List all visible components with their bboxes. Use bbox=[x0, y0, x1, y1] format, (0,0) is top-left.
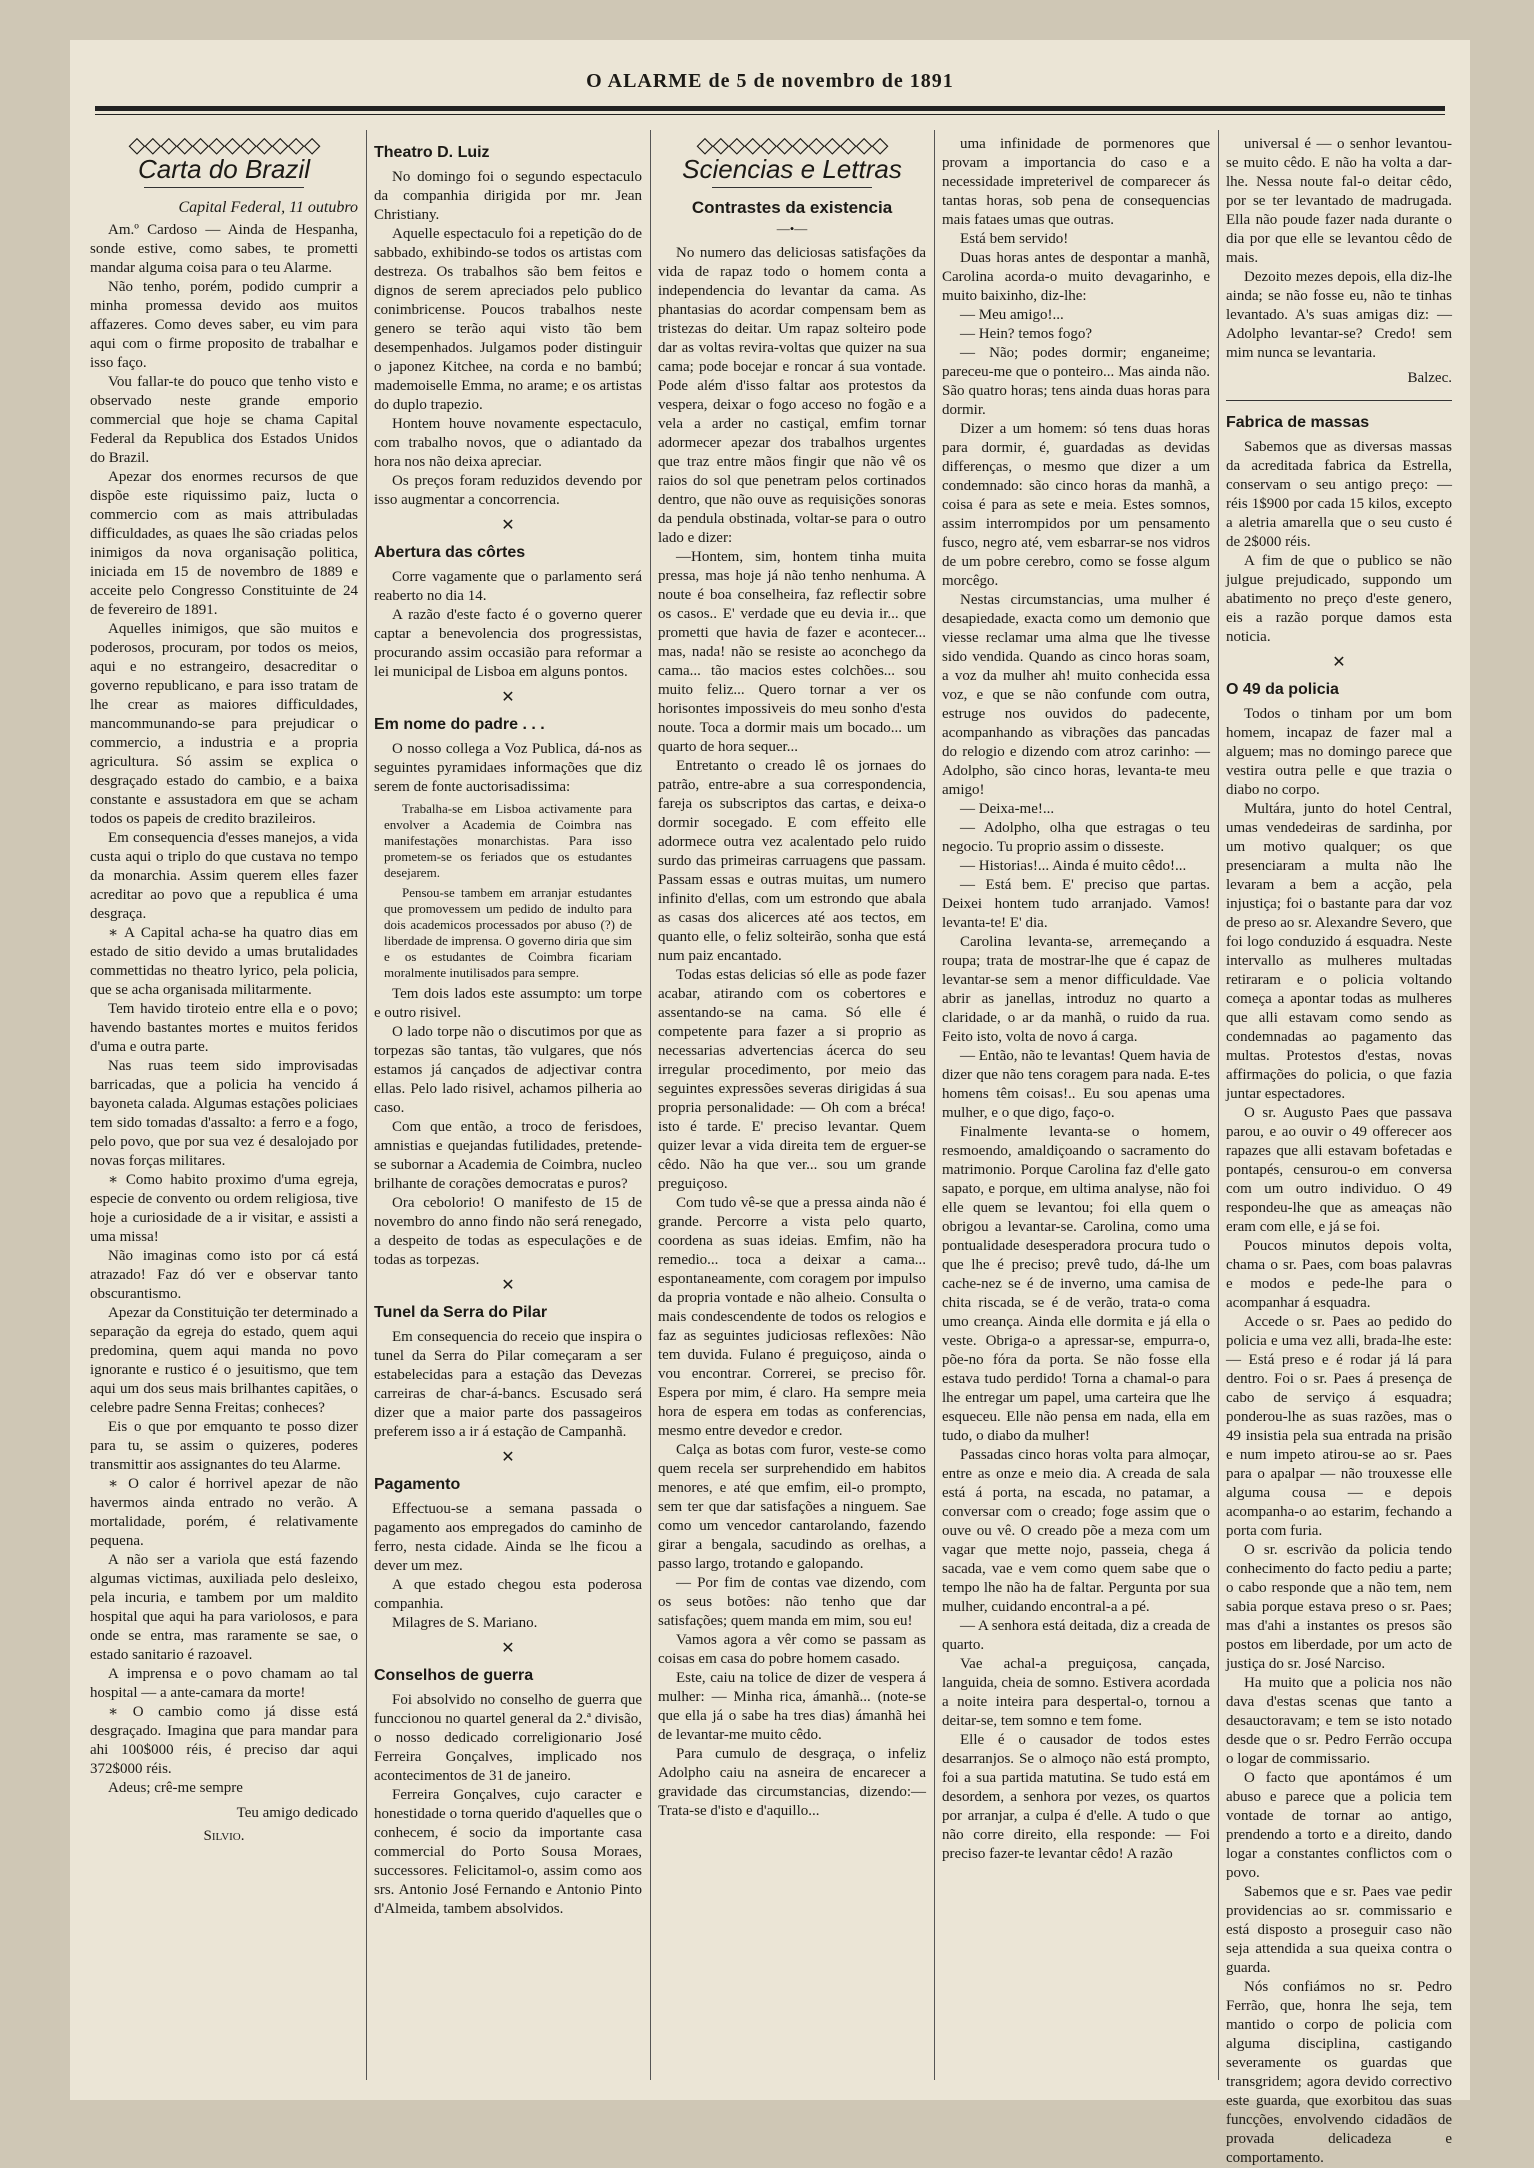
paragraph: Duas horas antes de despontar a manhã, Carolina acorda-o muito devagarinho, e muito baixinho, diz-lhe: bbox=[942, 250, 1214, 304]
paragraph: — Hein? temos fogo? bbox=[960, 326, 1093, 342]
masthead: O ALARME de 5 de novembro de 1891 bbox=[586, 70, 954, 92]
paragraph: — Então, não te levantas! Quem havia de dizer que não tens coragem para nada. E-tes homens têm coisas!.. Eu sou apenas uma mulher, e o que digo, faço-o. bbox=[942, 1048, 1214, 1121]
paragraph: —Hontem, sim, hontem tinha muita pressa, mas hoje já não tenho nenhuma. A noute é boa conselheira, faz reflectir sobre os casos.. E' verdade que eu devia ir... que prometti que havia de fazer e acontecer... mas, nada! não se resiste ao aconchego da cama... tão macios estes colchões... sou muito feliz... Quero tornar a ver os horisontes impossiveis do meu sonho d'esta noute. Toca a dormir mais um bocado... um quarto de hora sequer... bbox=[658, 549, 930, 755]
paragraph: Não imaginas como isto por cá está atrazado! Faz dó ver e observar tanto obscurantismo. bbox=[90, 1248, 362, 1302]
paragraph: Nós confiámos no sr. Pedro Ferrão, que, honra lhe seja, tem mantido o corpo de policia com alguma disciplina, castigando severamente os guardas que transgridem; agora devido correctivo este guarda, que exorbitou das suas funcções, envolvendo cidadãos de provada delicadeza e comportamento. bbox=[1226, 1979, 1456, 2166]
dateline: Capital Federal, 11 outubro bbox=[178, 199, 358, 216]
paragraph: No numero das deliciosas satisfações da vida de rapaz todo o homem conta a independencia do levantar da cama. As phantasias do acordar compensam bem as tristezas do deitar. Um rapaz solteiro pode dar as voltas revira-voltas que quizer na sua cama; pode bocejar e roncar á sua vontade. Pode além d'isso faltar aos protestos da vespera, deixar o fogo acceso no fogão e a vela a arder no castiçal, emfim tornar adormecer apezar dos trabalhos urgentes que traz entre mãos fingir que não vê os raios do sol que penetram pelos cortinados dentro, que não ouve as requisições sonoras da pendula obstinada, voltar-se para o outro lado e dizer: bbox=[658, 245, 930, 546]
title-rule bbox=[144, 187, 305, 188]
paragraph: O lado torpe não o discutimos por que as torpezas são tantas, tão vulgares, que nós estamos já cançados de adjectivar contra ellas. Pelo lado risivel, achamos pilheria ao caso. bbox=[374, 1024, 646, 1116]
section-separator: ✕ bbox=[501, 1277, 515, 1294]
column-divider bbox=[1218, 130, 1219, 2080]
section-separator: ✕ bbox=[501, 517, 515, 534]
paragraph: Todas estas delicias só elle as pode fazer acabar, atirando com os cobertores e assentando-se na cama. Só elle é competente para fazer a si proprio as necessarias advertencias ácerca do seu irregular procedimento, por meio das seguintes expressões severas dirigidas á sua propria personalidade: — Oh com a bréca! isto é tarde. E' preciso levantar. Quem quizer levar a vida direita tem de erguer-se cêdo. Não ha que ver... sou um grande preguiçoso. bbox=[658, 967, 930, 1192]
paragraph: Dezoito mezes depois, ella diz-lhe ainda; se não fosse eu, não te tinhas levantado. A's suas amigas diz: — Adolpho levantar-se? Credo! sem mim nunca se levantaria. bbox=[1226, 269, 1456, 361]
paragraph: Poucos minutos depois volta, chama o sr. Paes, com boas palavras e modos e pede-lhe para o acompanhar á esquadra. bbox=[1226, 1238, 1456, 1311]
paragraph: Tem dois lados este assumpto: um torpe e outro risivel. bbox=[374, 986, 646, 1021]
paragraph: A fim de que o publico se não julgue prejudicado, suppondo um abatimento no preço d'este genero, eis a razão porque damos esta noticia. bbox=[1226, 553, 1456, 645]
paragraph: Não tenho, porém, podido cumprir a minha promessa devido aos muitos affazeres. Como deves saber, eu vim para aqui com o firme proposito de trabalhar e isso faço. bbox=[90, 279, 362, 371]
paragraph: O nosso collega a Voz Publica, dá-nos as seguintes pyramidaes informações que diz serem de fonte auctorisadissima: bbox=[374, 741, 646, 795]
paragraph: A razão d'este facto é o governo querer captar a benevolencia dos progressistas, procurando assim occasião para reformar a lei municipal de Lisboa em alguns pontos. bbox=[374, 607, 646, 680]
paragraph: Corre vagamente que o parlamento será reaberto no dia 14. bbox=[374, 569, 646, 604]
paragraph: — Por fim de contas vae dizendo, com os seus botões: não tenho que dar satisfações; quem manda em mim, sou eu! bbox=[658, 1575, 930, 1629]
section-title: Pagamento bbox=[374, 1476, 461, 1493]
section-title: Conselhos de guerra bbox=[374, 1667, 534, 1684]
paragraph: Está bem servido! bbox=[960, 231, 1069, 247]
column-divider bbox=[366, 130, 367, 2080]
paragraph: — Meu amigo!... bbox=[960, 307, 1064, 323]
section-title: Em nome do padre . . . bbox=[374, 716, 545, 733]
paragraph: Aquelles inimigos, que são muitos e poderosos, procuram, por todos os meios, aqui e no estrangeiro, desacreditar o governo republicano, e para isso tratam de lhe crear as maiores difficuldades, mancommunando-se para prejudicar o commercio, a industria e a propria agricultura. Só assim se explica o desgraçado estado do cambio, e a baixa constante e assustadora em que se acham todos os papeis de credito brazileiros. bbox=[90, 621, 362, 827]
paragraph: — A senhora está deitada, diz a creada de quarto. bbox=[942, 1618, 1214, 1653]
paragraph: — Deixa-me!... bbox=[960, 801, 1055, 817]
column-divider bbox=[934, 130, 935, 2080]
paragraph: Vamos agora a vêr como se passam as coisas em casa do pobre homem casado. bbox=[658, 1632, 930, 1667]
paragraph: — Não; podes dormir; enganeime; pareceu-me que o ponteiro... Mas ainda não. São quatro horas; tens ainda duas horas para dormir. bbox=[942, 345, 1214, 418]
paragraph: Accede o sr. Paes ao pedido do policia e uma vez alli, brada-lhe este: — Está preso e é rodar já lá para dentro. Foi o sr. Paes á presença de cabo de serviço á esquadra; ponderou-lhe as suas razões, mas o 49 insistia pela sua entrada na prisão e num impeto atirou-se ao sr. Paes para o apalpar — não trouxesse elle alguma cousa — e depois acompanha-o ao estarim, fechando a porta com furia. bbox=[1226, 1314, 1456, 1539]
section-separator: ✕ bbox=[501, 1449, 515, 1466]
paragraph: Pensou-se tambem em arranjar estudantes que promovessem um pedido de indulto para dois academicos processados por abuso (?) de liberdade de imprensa. O governo diria que sim e os estudantes de Coimbra ficariam moralmente inutilisados para sempre. bbox=[384, 885, 636, 980]
paragraph: Sabemos que as diversas massas da acreditada fabrica da Estrella, conservam o seu antigo preço: — réis 1$900 por cada 15 kilos, excepto a aletria amarella que o seu custo é de 2$000 réis. bbox=[1226, 439, 1456, 550]
signature: Silvio. bbox=[203, 1828, 245, 1844]
ornament-row: ◇◇◇◇◇◇◇◇◇◇◇◇ bbox=[128, 132, 320, 157]
paragraph: O sr. escrivão da policia tendo conhecimento do facto pediu a parte; o cabo responde que a não tem, nem sabia porque estava preso o sr. Paes; mas d'ahi a instantes os presos são postos em liberdade, por um acto de justiça do sr. José Narciso. bbox=[1226, 1542, 1456, 1672]
paragraph: Hontem houve novamente espectaculo, com trabalho novos, que o adiantado da hora nos não deixa apreciar. bbox=[374, 416, 646, 470]
section-separator: ✕ bbox=[501, 689, 515, 706]
paragraph: — Está bem. E' preciso que partas. Deixei hontem tudo arranjado. Vamos! levanta-te! E' dia. bbox=[942, 877, 1214, 931]
paragraph: Aquelle espectaculo foi a repetição do de sabbado, exhibindo-se todos os artistas com destreza. Os trabalhos são bem feitos e dignos de serem apreciados pelo publico conimbricense. Poucos trabalhos neste genero se terão aqui visto tão bem desempenhados. Julgamos poder distinguir o japonez Kitchee, na corda e no bambú; mademoiselle Emma, no arame; e os artistas do duplo trapezio. bbox=[374, 226, 646, 413]
article-body bbox=[90, 221, 362, 1798]
paragraph: — Historias!... Ainda é muito cêdo!... bbox=[960, 858, 1187, 874]
paragraph: Ha muito que a policia nos não dava d'estas scenas que tanto a desauctoravam; e tem se isto notado desde que o sr. Pedro Ferrão occupa o logar de commissario. bbox=[1226, 1675, 1456, 1767]
paragraph: Entretanto o creado lê os jornaes do patrão, entre-abre a sua correspondencia, fareja os subscriptos das cartas, e deixa-o dormir socegado. E com effeito elle adormece outra vez acalentado pelo ruido surdo das primeiras carruagens que passam. Passam essas e outras muitas, um numero infinito d'ellas, com um estrondo que abala as casas dos alicerces até aos tectos, em quanto elle, o feliz solteirão, sonha que está num paiz encantado. bbox=[658, 758, 930, 964]
paragraph: Vae achal-a preguiçosa, cançada, languida, cheia de somno. Estivera acordada a noite inteira para despertal-o, tornou a deitar-se, tem somno e tem fome. bbox=[942, 1656, 1214, 1729]
column-2 bbox=[374, 135, 646, 2075]
paragraph: ∗ O cambio como já disse está desgraçado. Imagina que para mandar para ahi 100$000 réis, é preciso dar aqui 372$000 réis. bbox=[90, 1704, 362, 1777]
section-title: Tunel da Serra do Pilar bbox=[374, 1304, 548, 1321]
paragraph: A não ser a variola que está fazendo algumas victimas, auxiliada pelo desleixo, pela incuria, e tambem por um maldito hospital que aqui ha para variolosos, e para onde se entra, mas raramente se sae, o estado sanitario é razoavel. bbox=[90, 1552, 362, 1663]
paragraph: Apezar da Constituição ter determinado a separação da egreja do estado, quem aqui predomina, quem aqui manda no povo ignorante e rustico é o jesuitismo, que tem aqui um dos seus mais brilhantes capitães, o celebre padre Senna Freitas; conheces? bbox=[90, 1305, 362, 1416]
column-3 bbox=[658, 132, 930, 2075]
paragraph: Com tudo vê-se que a pressa ainda não é grande. Percorre a vista pelo quarto, coordena as suas ideias. Emfim, não ha remedio... toca a deixar a cama... espontaneamente, com coragem por impulso da propria vontade e não alheio. Consulta o mais condescendente de todos os relogios e faz as seguintes judiciosas reflexões: Não tem duvida. Fulano é preguiçoso, ainda o vou encontrar. Correrei, se preciso fôr. Espera por mim, é claro. Ha sempre meia hora de espera em todas as conferencias, mesmo entre devedor e credor. bbox=[658, 1195, 930, 1439]
section-separator: ✕ bbox=[501, 1640, 515, 1657]
article-title: Carta do Brazil bbox=[138, 154, 310, 184]
section-title: Abertura das côrtes bbox=[374, 544, 526, 561]
paragraph: Apezar dos enormes recursos de que dispõe este riquissimo paiz, lucta o commercio com as mais attribuladas difficuldades, as quaes lhe são criadas pelos inimigos da nova organisação politica, iniciada em 15 de novembro de 1889 e acceite pelo Congresso Constituinte de 24 de fevereiro de 1891. bbox=[90, 469, 362, 618]
article-subtitle: Contrastes da existencia bbox=[691, 198, 893, 217]
paragraph: Eis o que por emquanto te posso dizer para tu, se assim o quizeres, poderes transmittir aos assignantes do teu Alarme. bbox=[90, 1419, 362, 1473]
ornament-row: ◇◇◇◇◇◇◇◇◇◇◇◇ bbox=[696, 132, 888, 157]
paragraph: Dizer a um homem: só tens duas horas para dormir, é, guardadas as devidas differenças, o mesmo que dizer a um condemnado: são cinco horas da manhã, a coisa é para as sete e meia. Estes somnos, assim interrompidos por um pensamento fusco, negro até, vem esbarrar-se nos vidros de um pobre cerebro, como se fosse algum morcêgo. bbox=[942, 421, 1214, 589]
paragraph: O sr. Augusto Paes que passava parou, e ao ouvir o 49 offerecer aos rapazes que alli estavam bofetadas e pontapés, censurou-o em conversa com um outro individuo. O 49 respondeu-lhe que as ameaças não eram com elle, e já se foi. bbox=[1226, 1105, 1456, 1235]
paragraph: ∗ O calor é horrivel apezar de não havermos ainda entrado no verão. A mortalidade, porém, é relativamente pequena. bbox=[90, 1476, 362, 1549]
signature: Balzec. bbox=[1407, 370, 1452, 386]
section-title: O 49 da policia bbox=[1226, 681, 1339, 698]
paragraph: A que estado chegou esta poderosa companhia. bbox=[374, 1577, 646, 1612]
paragraph: Calça as botas com furor, veste-se como quem recela ser surprehendido em habitos menores, e até que emfim, eil-o prompto, sem ter que dar satisfações a ninguem. Sae como um vencedor cantarolando, fazendo girar a bengala, sacudindo as orelhas, a passo largo, trotando e galopando. bbox=[658, 1442, 930, 1572]
news-sections bbox=[1226, 413, 1456, 2168]
paragraph: Para cumulo de desgraça, o infeliz Adolpho caiu na asneira de encarecer a gravidade das circumstancias, dizendo:—Trata-se d'isto e d'aquillo... bbox=[658, 1746, 930, 1819]
paragraph: Com que então, a troco de ferisdoes, amnistias e quejandas futilidades, pretende-se subornar a Academia de Coimbra, nucleo brilhante de corações democratas e puros? bbox=[374, 1119, 646, 1192]
column-divider bbox=[650, 130, 651, 2080]
paragraph: universal é — o senhor levantou-se muito cêdo. E não ha volta a dar-lhe. Nessa noute fal-o deitar cêdo, por se ter levantado de madrugada. Ella não poude fazer nada durante o dia por que elle se levantou cêdo de mais. bbox=[1226, 136, 1456, 266]
paragraph: Trabalha-se em Lisboa activamente para envolver a Academia de Coimbra nas manifestações monarchistas. Para isso prometem-se os feriados que os estudantes desejarem. bbox=[384, 801, 636, 880]
paragraph: Nestas circumstancias, uma mulher é desapiedade, exacta como um demonio que viesse reclamar uma alma que lhe tivesse sido vendida. Quando as cinco horas soam, a voz da mulher ah! muito conhecida essa voz, e que se não confunde com outra, estruge nos ouvidos do padecente, acompanhando as vibrações das pancadas do relogio e dizendo com atroz carinho: — Adolpho, são cinco horas, levanta-te meu amigo! bbox=[942, 592, 1214, 798]
paragraph: Foi absolvido no conselho de guerra que funccionou no quartel general da 2.ª divisão, o nosso dedicado correligionario José Ferreira Gonçalves, implicado nos acontecimentos de 31 de janeiro. bbox=[374, 1692, 646, 1784]
paragraph: Todos o tinham por um bom homem, incapaz de fazer mal a alguem; mas no domingo parece que vestira outra pelle e que trazia o diabo no corpo. bbox=[1226, 706, 1456, 798]
article-continuation bbox=[1226, 135, 1456, 363]
paragraph: ∗ A Capital acha-se ha quatro dias em estado de sitio devido a umas brutalidades commettidas no theatro lyrico, pela policia, que se acha organisada militarmente. bbox=[90, 925, 362, 998]
paragraph: Sabemos que e sr. Paes vae pedir providencias ao sr. commissario e está disposto a proseguir caso não seja attendida a sua queixa contra o guarda. bbox=[1226, 1884, 1456, 1976]
column-5 bbox=[1226, 135, 1456, 2166]
paragraph: Passadas cinco horas volta para almoçar, entre as onze e meio dia. A creada de sala está á porta, na escada, no patamar, a conversar com o creado; foge assim que o ouve ou vê. O creado põe a meza com um vagar que mette nojo, passeia, chega á sacada, vae e vem como quem sabe que o tempo lhe não ha de faltar. Pergunta por sua mulher, cuidando encontral-a a pé. bbox=[942, 1447, 1214, 1615]
paragraph: O facto que apontámos é um abuso e parece que a policia tem vontade de tornar ao antigo, prendendo a torto e a direito, dando logar a constantes conflictos com o povo. bbox=[1226, 1770, 1456, 1881]
section-title: Sciencias e Lettras bbox=[682, 154, 902, 184]
section-title: Fabrica de massas bbox=[1226, 414, 1370, 431]
paragraph: Milagres de S. Mariano. bbox=[392, 1615, 538, 1631]
paragraph: Multára, junto do hotel Central, umas vendedeiras de sardinha, por um motivo qualquer; os que presenciaram a multa não lhe levaram a bem a acção, pela injustiça; foi o bastante para dar voz de preso ao sr. Alexandre Severo, que foi logo conduzido á esquadra. Neste intervallo as mulheres multadas retiraram e o policia voltando começa a apontar todas as mulheres que alli estavam como sendo as condemnadas ao pagamento das multas. Protestos d'estas, novas affirmações do policia, o que fazia juntar espectadores. bbox=[1226, 801, 1456, 1102]
closing: Teu amigo dedicado bbox=[236, 1805, 358, 1821]
paragraph: No domingo foi o segundo espectaculo da companhia dirigida por mr. Jean Christiany. bbox=[374, 169, 646, 223]
column-4 bbox=[942, 135, 1214, 2075]
paragraph: ∗ Como habito proximo d'uma egreja, especie de convento ou ordem religiosa, tive hoje a curiosidade de a ir visitar, e assisti a uma missa! bbox=[90, 1172, 362, 1245]
paragraph: Em consequencia d'esses manejos, a vida custa aqui o triplo do que custava no tempo da monarchia. Assim querem elles fazer acreditar ao povo que a republica é uma desgraça. bbox=[90, 830, 362, 922]
paragraph: Carolina levanta-se, arremeçando a roupa; trata de mostrar-lhe que é capaz de levantar-se sem a menor difficuldade. Vae abrir as janellas, introduz no quarto a claridade, o ar da manhã, o ruido da rua. Feito isto, volta de novo á carga. bbox=[942, 934, 1214, 1045]
paragraph: uma infinidade de pormenores que provam a importancia do caso e a necessidade impreterivel de comparecer ás tantas horas, sob pena de consequencias mais fataes umas que outras. bbox=[942, 136, 1214, 228]
section-separator: ✕ bbox=[1332, 654, 1346, 671]
paragraph: Effectuou-se a semana passada o pagamento aos empregados do caminho de ferro, nesta cidade. Ainda se lhe ficou a dever um mez. bbox=[374, 1501, 646, 1574]
paragraph: Ora cebolorio! O manifesto de 15 de novembro do anno findo não será renegado, a despeito de todas as especulações e de todas as torpezas. bbox=[374, 1195, 646, 1268]
newspaper-page bbox=[70, 40, 1470, 2166]
paragraph: Vou fallar-te do pouco que tenho visto e observado neste grande emporio commercial que hoje se chama Capital Federal da Republica dos Estados Unidos do Brazil. bbox=[90, 374, 362, 466]
column-1 bbox=[90, 132, 362, 2075]
paragraph: Os preços foram reduzidos devendo por isso augmentar a concorrencia. bbox=[374, 473, 646, 508]
header-rule bbox=[95, 106, 1445, 111]
paragraph: Este, caiu na tolice de dizer de vespera á mulher: — Minha rica, ámanhã... (note-se que ella já o sabe ha tres dias) ámanhã hei de levantar-me muito cêdo. bbox=[658, 1670, 930, 1743]
paragraph: Am.º Cardoso — Ainda de Hespanha, sonde estive, como sabes, te prometti mandar alguma coisa para o teu Alarme. bbox=[90, 222, 362, 276]
paragraph: Ferreira Gonçalves, cujo caracter e honestidade o torna querido d'aquelles que o conhecem, é socio da importante casa commercial do Porto Sousa Moraes, successores. Felicitamol-o, assim como aos srs. Antonio José Fernando e Antonio Pinto d'Almeida, tambem absolvidos. bbox=[374, 1787, 646, 1917]
title-rule bbox=[712, 187, 873, 188]
header-rule-thin bbox=[95, 114, 1445, 115]
section-title: Theatro D. Luiz bbox=[374, 144, 490, 161]
paragraph: Elle é o causador de todos estes desarranjos. Se o almoço não está prompto, foi a sua partida matutina. Se tudo está em desordem, a senhora por vezes, os quartos por arranjar, a culpa é d'elle. A tudo o que não corre direito, ella responde: — Foi preciso fazer-te levantar cêdo! A razão bbox=[942, 1732, 1214, 1862]
paragraph: Finalmente levanta-se o homem, resmoendo, amaldiçoando o sacramento do matrimonio. Porque Carolina faz d'elle gato sapato, e porque, em ultima analyse, não foi elle quem se levantou; foi ella quem o obrigou a levantar-se. Carolina, como uma pontualidade desesperadora procura tudo o que lhe é preciso; prevê tudo, dá-lhe um cache-nez se é de inverno, uma camisa de chita riscada, se é de verão, trata-o coma umo creança. Ainda elle dormita e já ella o veste. Obriga-o a apressar-se, empurra-o, põe-no fóra da porta. Se não fosse ella estava tudo perdido! Torna a chamal-o para lhe entregar um papel, uma carteira que lhe esqueceu. Elle não pensa em nada, ella em tudo, o diabo da mulher! bbox=[942, 1124, 1214, 1444]
paragraph: — Adolpho, olha que estragas o teu negocio. Tu proprio assim o disseste. bbox=[942, 820, 1214, 855]
paragraph: Adeus; crê-me sempre bbox=[108, 1780, 243, 1796]
paragraph: Tem havido tiroteio entre ella e o povo; havendo bastantes mortes e muitos feridos d'uma e outra parte. bbox=[90, 1001, 362, 1055]
small-ornament: —•— bbox=[776, 221, 808, 236]
paragraph: A imprensa e o povo chamam ao tal hospital — a ante-camara da morte! bbox=[90, 1666, 362, 1701]
article-body bbox=[658, 244, 930, 1821]
paragraph: Em consequencia do receio que inspira o tunel da Serra do Pilar começaram a ser estabelecidas para a estação das Devezas carreiras de char-á-bancs. Escusado será dizer que a maior parte dos passageiros preferem isso a ir á estação de Campanhã. bbox=[374, 1329, 646, 1440]
section-divider bbox=[1226, 400, 1452, 401]
paragraph: Nas ruas teem sido improvisadas barricadas, que a policia ha vencido á bayoneta calada. Algumas estações policiaes tem sido tomadas d'assalto: a ferro e a fogo, pelo povo, que por sua vez é desalojado por novas forças militares. bbox=[90, 1058, 362, 1169]
